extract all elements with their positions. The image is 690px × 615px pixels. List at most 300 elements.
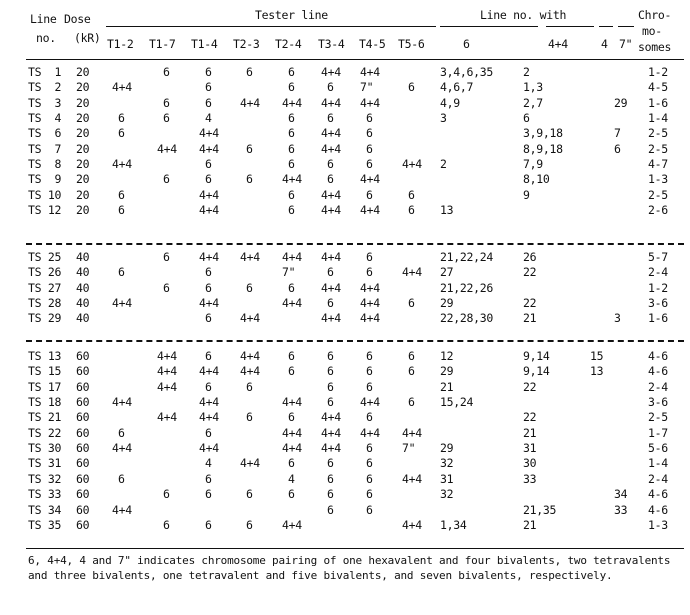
row-with-44: 31 [523,441,537,455]
row-tester-cell: 6 [327,265,334,279]
row-dose: 40 [76,281,90,295]
row-with-4: 15 [590,349,604,363]
row-line-no: TS 28 [28,296,62,310]
row-tester-cell: 6 [366,157,373,171]
row-dose: 60 [76,441,90,455]
row-chromosomes: 1-3 [648,172,668,186]
row-with-44: 9,14 [523,349,550,363]
row-tester-cell: 6 [205,472,212,486]
header-with-4: 4 [601,37,608,51]
row-tester-cell: 6 [205,487,212,501]
header-tester-1: T1-2 [107,37,134,51]
row-tester-cell: 6 [366,380,373,394]
row-tester-cell: 4+4 [282,172,302,186]
row-tester-cell: 4+4 [199,188,219,202]
row-tester-cell: 6 [205,349,212,363]
row-dose: 60 [76,364,90,378]
table-bottom-rule [26,548,684,549]
header-tester-7: T4-5 [359,37,386,51]
row-tester-cell: 6 [163,96,170,110]
row-tester-cell: 6 [366,250,373,264]
row-tester-cell: 6 [246,410,253,424]
row-tester-cell: 4+4 [112,296,132,310]
row-tester-cell: 6 [288,80,295,94]
row-tester-cell: 7" [402,441,416,455]
row-tester-cell: 6 [327,487,334,501]
row-tester-cell: 6 [205,172,212,186]
row-tester-cell: 6 [288,188,295,202]
row-chromosomes: 2-5 [648,188,668,202]
row-tester-cell: 6 [327,157,334,171]
row-dose: 60 [76,395,90,409]
row-with-44: 30 [523,456,537,470]
row-tester-cell: 6 [246,172,253,186]
row-tester-cell: 6 [366,441,373,455]
row-tester-cell: 4+4 [360,395,380,409]
row-tester-cell: 6 [366,364,373,378]
row-tester-cell: 6 [118,111,125,125]
row-with-6: 27 [440,265,454,279]
row-tester-cell: 6 [366,410,373,424]
row-tester-cell: 4 [205,456,212,470]
row-with-7: 7 [614,126,621,140]
header-line: Line [30,12,57,26]
row-chromosomes: 5-6 [648,441,668,455]
row-tester-cell: 6 [327,456,334,470]
row-tester-cell: 4+4 [402,472,422,486]
row-tester-cell: 4+4 [360,203,380,217]
row-line-no: TS 31 [28,456,62,470]
row-line-no: TS 30 [28,441,62,455]
row-tester-cell: 4+4 [321,281,341,295]
row-line-no: TS 25 [28,250,62,264]
row-with-44: 8,9,18 [523,142,563,156]
row-tester-cell: 4+4 [321,188,341,202]
row-tester-cell: 6 [408,80,415,94]
header-chromo-2: mo- [642,24,662,38]
footnote: 6, 4+4, 4 and 7" indicates chromosome pairing of one hexavalent and four bivalents, two tetravalents and three bivalents, one tetravalent and five bivalents, and seven bivalents, respectively. [28,554,671,582]
row-line-no: TS 8 [28,157,62,171]
row-with-44: 33 [523,472,537,486]
header-line-with: Line no. with [480,8,567,22]
row-tester-cell: 6 [118,126,125,140]
row-line-no: TS 12 [28,203,62,217]
row-tester-cell: 6 [118,426,125,440]
row-tester-cell: 4+4 [282,426,302,440]
row-tester-cell: 4+4 [157,364,177,378]
row-tester-cell: 6 [408,349,415,363]
row-tester-cell: 4+4 [282,441,302,455]
row-tester-cell: 6 [288,142,295,156]
row-line-no: TS 22 [28,426,62,440]
row-tester-cell: 6 [327,364,334,378]
group-separator-1 [26,243,684,245]
row-tester-cell: 6 [246,380,253,394]
row-tester-cell: 6 [366,265,373,279]
row-tester-cell: 4+4 [360,172,380,186]
row-with-44: 1,3 [523,80,543,94]
row-with-6: 21,22,26 [440,281,493,295]
row-tester-cell: 6 [163,281,170,295]
header-tester-6: T3-4 [318,37,345,51]
row-with-6: 31 [440,472,454,486]
row-with-6: 29 [440,296,454,310]
row-line-no: TS 27 [28,281,62,295]
row-with-44: 9,14 [523,364,550,378]
row-tester-cell: 4+4 [157,380,177,394]
row-chromosomes: 4-7 [648,157,668,171]
row-tester-cell: 4+4 [240,349,260,363]
row-tester-cell: 4+4 [240,456,260,470]
row-tester-cell: 4+4 [282,395,302,409]
row-with-44: 6 [523,111,530,125]
row-tester-cell: 4+4 [321,410,341,424]
row-chromosomes: 1-4 [648,456,668,470]
header-with-6: 6 [463,37,470,51]
row-dose: 40 [76,265,90,279]
row-tester-cell: 6 [205,80,212,94]
header-tester-2: T1-7 [149,37,176,51]
row-chromosomes: 1-2 [648,65,668,79]
header-tester-line: Tester line [255,8,328,22]
row-tester-cell: 6 [288,410,295,424]
row-with-44: 8,10 [523,172,550,186]
row-with-6: 12 [440,349,454,363]
row-tester-cell: 6 [408,364,415,378]
row-with-6: 2 [440,157,447,171]
row-tester-cell: 6 [327,472,334,486]
row-chromosomes: 4-6 [648,487,668,501]
group-separator-2 [26,340,684,342]
row-tester-cell: 4+4 [157,349,177,363]
row-dose: 40 [76,250,90,264]
row-tester-cell: 4+4 [360,426,380,440]
row-tester-cell: 4+4 [199,142,219,156]
row-dose: 60 [76,472,90,486]
row-tester-cell: 7" [282,265,296,279]
row-with-44: 21 [523,426,537,440]
row-tester-cell: 4+4 [321,142,341,156]
row-tester-cell: 6 [205,380,212,394]
row-line-no: TS 17 [28,380,62,394]
row-tester-cell: 6 [288,364,295,378]
row-tester-cell: 6 [327,380,334,394]
row-with-4: 13 [590,364,604,378]
line-with-rule-3 [599,26,613,27]
row-line-no: TS 18 [28,395,62,409]
row-tester-cell: 4+4 [282,518,302,532]
row-line-no: TS 4 [28,111,62,125]
row-with-6: 15,24 [440,395,474,409]
row-tester-cell: 4+4 [112,395,132,409]
row-chromosomes: 1-6 [648,311,668,325]
row-with-44: 2 [523,65,530,79]
row-tester-cell: 4+4 [112,503,132,517]
row-tester-cell: 4+4 [240,311,260,325]
row-tester-cell: 4+4 [360,65,380,79]
row-with-7: 34 [614,487,628,501]
header-dose: Dose [64,12,91,26]
row-tester-cell: 4+4 [199,250,219,264]
header-dose-unit: (kR) [74,31,101,45]
row-chromosomes: 5-7 [648,250,668,264]
row-tester-cell: 6 [246,487,253,501]
row-chromosomes: 3-6 [648,296,668,310]
row-with-6: 21,22,24 [440,250,493,264]
header-tester-4: T2-3 [233,37,260,51]
row-dose: 20 [76,96,90,110]
row-line-no: TS 6 [28,126,62,140]
row-with-6: 32 [440,487,454,501]
row-line-no: TS 21 [28,410,62,424]
row-line-no: TS 35 [28,518,62,532]
row-tester-cell: 6 [118,265,125,279]
row-tester-cell: 4+4 [199,441,219,455]
row-tester-cell: 6 [205,281,212,295]
row-tester-cell: 4+4 [199,296,219,310]
row-with-6: 21 [440,380,454,394]
row-line-no: TS 7 [28,142,62,156]
row-tester-cell: 4+4 [240,96,260,110]
row-tester-cell: 6 [118,203,125,217]
row-tester-cell: 6 [408,203,415,217]
row-tester-cell: 4+4 [360,96,380,110]
row-with-6: 4,9 [440,96,460,110]
row-line-no: TS 1 [28,65,62,79]
row-with-44: 22 [523,265,537,279]
row-tester-cell: 6 [288,126,295,140]
header-chromo-1: Chro- [638,8,672,22]
row-dose: 60 [76,410,90,424]
row-tester-cell: 6 [205,65,212,79]
row-tester-cell: 6 [205,311,212,325]
row-chromosomes: 1-4 [648,111,668,125]
row-with-7: 33 [614,503,628,517]
row-tester-cell: 6 [288,487,295,501]
row-tester-cell: 6 [366,503,373,517]
row-chromosomes: 4-6 [648,364,668,378]
row-tester-cell: 6 [288,157,295,171]
row-dose: 60 [76,349,90,363]
row-tester-cell: 6 [366,126,373,140]
header-with-7: 7" [619,37,633,51]
row-tester-cell: 4+4 [157,410,177,424]
row-dose: 20 [76,142,90,156]
header-bottom-rule [26,59,684,60]
row-line-no: TS 33 [28,487,62,501]
tester-line-rule [106,26,436,27]
row-tester-cell: 6 [288,456,295,470]
row-line-no: TS 13 [28,349,62,363]
row-with-7: 3 [614,311,621,325]
row-dose: 40 [76,296,90,310]
row-tester-cell: 6 [163,111,170,125]
row-chromosomes: 2-4 [648,380,668,394]
row-tester-cell: 6 [246,518,253,532]
row-with-6: 29 [440,364,454,378]
row-tester-cell: 4+4 [321,426,341,440]
line-with-rule-1 [440,26,538,27]
row-tester-cell: 4+4 [360,281,380,295]
row-tester-cell: 6 [327,111,334,125]
row-with-44: 21 [523,311,537,325]
row-line-no: TS 29 [28,311,62,325]
row-with-6: 3,4,6,35 [440,65,493,79]
header-tester-3: T1-4 [191,37,218,51]
row-tester-cell: 4+4 [321,311,341,325]
row-chromosomes: 1-3 [648,518,668,532]
row-chromosomes: 2-5 [648,410,668,424]
row-tester-cell: 6 [408,395,415,409]
row-tester-cell: 6 [327,172,334,186]
row-tester-cell: 6 [327,80,334,94]
row-tester-cell: 6 [246,281,253,295]
row-tester-cell: 6 [366,349,373,363]
row-line-no: TS 34 [28,503,62,517]
row-tester-cell: 6 [408,188,415,202]
row-tester-cell: 4+4 [282,96,302,110]
row-tester-cell: 6 [118,472,125,486]
row-with-44: 7,9 [523,157,543,171]
row-tester-cell: 6 [327,395,334,409]
row-dose: 20 [76,80,90,94]
row-tester-cell: 4 [288,472,295,486]
row-dose: 20 [76,203,90,217]
row-dose: 60 [76,456,90,470]
row-tester-cell: 6 [288,65,295,79]
row-tester-cell: 6 [205,426,212,440]
row-tester-cell: 6 [163,65,170,79]
row-with-44: 22 [523,410,537,424]
row-dose: 40 [76,311,90,325]
row-chromosomes: 2-4 [648,265,668,279]
row-chromosomes: 2-5 [648,126,668,140]
row-tester-cell: 4+4 [157,142,177,156]
row-line-no: TS 2 [28,80,62,94]
row-with-6: 3 [440,111,447,125]
row-dose: 20 [76,157,90,171]
row-tester-cell: 4+4 [240,364,260,378]
header-with-44: 4+4 [548,37,568,51]
header-chromo-3: somes [638,40,672,54]
row-with-6: 13 [440,203,454,217]
row-tester-cell: 6 [288,281,295,295]
row-with-44: 2,7 [523,96,543,110]
row-with-44: 26 [523,250,537,264]
row-tester-cell: 6 [366,188,373,202]
row-with-44: 3,9,18 [523,126,563,140]
row-tester-cell: 6 [205,518,212,532]
row-tester-cell: 4+4 [402,157,422,171]
row-tester-cell: 6 [327,503,334,517]
row-chromosomes: 1-6 [648,96,668,110]
row-tester-cell: 6 [366,456,373,470]
row-chromosomes: 4-5 [648,80,668,94]
row-line-no: TS 32 [28,472,62,486]
row-dose: 20 [76,65,90,79]
row-line-no: TS 10 [28,188,62,202]
row-dose: 60 [76,487,90,501]
row-tester-cell: 4+4 [199,395,219,409]
row-with-6: 29 [440,441,454,455]
row-tester-cell: 4+4 [321,65,341,79]
row-tester-cell: 4+4 [199,126,219,140]
row-with-7: 6 [614,142,621,156]
row-with-44: 9 [523,188,530,202]
row-tester-cell: 6 [246,65,253,79]
row-dose: 60 [76,426,90,440]
header-tester-8: T5-6 [398,37,425,51]
row-tester-cell: 4+4 [112,157,132,171]
row-tester-cell: 4+4 [112,441,132,455]
row-tester-cell: 4+4 [402,426,422,440]
row-with-6: 1,34 [440,518,467,532]
row-tester-cell: 6 [408,296,415,310]
row-tester-cell: 6 [163,487,170,501]
row-tester-cell: 4+4 [360,311,380,325]
row-tester-cell: 4 [205,111,212,125]
row-tester-cell: 4+4 [321,203,341,217]
row-with-44: 21 [523,518,537,532]
row-line-no: TS 26 [28,265,62,279]
row-chromosomes: 2-6 [648,203,668,217]
row-line-no: TS 9 [28,172,62,186]
row-chromosomes: 2-4 [648,472,668,486]
row-tester-cell: 4+4 [321,126,341,140]
row-tester-cell: 6 [288,111,295,125]
row-with-44: 22 [523,380,537,394]
row-tester-cell: 4+4 [321,250,341,264]
row-with-6: 22,28,30 [440,311,493,325]
row-tester-cell: 6 [327,349,334,363]
row-tester-cell: 7" [360,80,374,94]
row-chromosomes: 1-2 [648,281,668,295]
row-with-6: 4,6,7 [440,80,474,94]
row-tester-cell: 6 [205,157,212,171]
row-tester-cell: 6 [366,111,373,125]
row-tester-cell: 6 [163,250,170,264]
row-chromosomes: 4-6 [648,349,668,363]
row-line-no: TS 3 [28,96,62,110]
row-tester-cell: 4+4 [282,296,302,310]
row-dose: 20 [76,188,90,202]
line-with-rule-4 [618,26,634,27]
row-chromosomes: 1-7 [648,426,668,440]
row-tester-cell: 4+4 [321,96,341,110]
row-dose: 60 [76,380,90,394]
row-dose: 20 [76,111,90,125]
row-tester-cell: 4+4 [240,250,260,264]
row-tester-cell: 4+4 [199,203,219,217]
row-chromosomes: 4-6 [648,503,668,517]
row-tester-cell: 6 [118,188,125,202]
row-with-44: 22 [523,296,537,310]
row-tester-cell: 4+4 [282,250,302,264]
row-tester-cell: 6 [366,142,373,156]
row-tester-cell: 4+4 [402,518,422,532]
row-dose: 60 [76,518,90,532]
row-tester-cell: 6 [366,472,373,486]
row-with-44: 21,35 [523,503,557,517]
header-tester-5: T2-4 [275,37,302,51]
row-tester-cell: 6 [366,487,373,501]
row-dose: 20 [76,172,90,186]
row-chromosomes: 2-5 [648,142,668,156]
row-with-7: 29 [614,96,628,110]
row-with-6: 32 [440,456,454,470]
row-tester-cell: 6 [205,265,212,279]
row-tester-cell: 6 [288,203,295,217]
